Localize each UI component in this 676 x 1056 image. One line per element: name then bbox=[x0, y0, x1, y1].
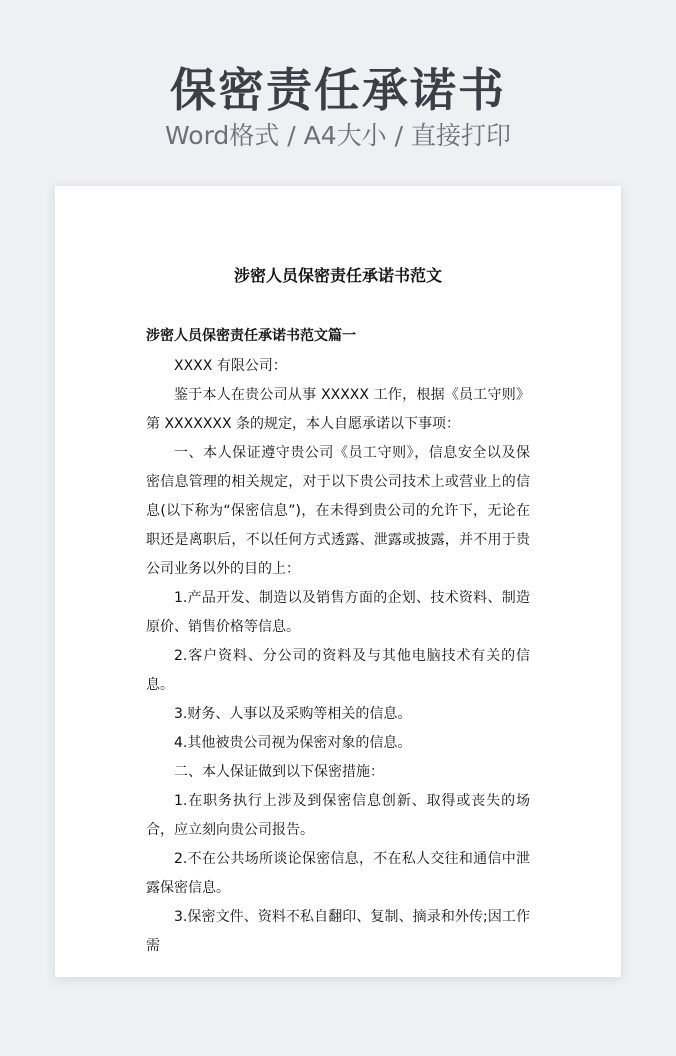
paragraph-measure-1: 1.在职务执行上涉及到保密信息创新、取得或丧失的场合，应立刻向贵公司报告。 bbox=[146, 793, 530, 838]
paragraph-item-1: 1.产品开发、制造以及销售方面的企划、技术资料、制造原价、销售价格等信息。 bbox=[146, 590, 530, 635]
paragraph-clause-one: 一、本人保证遵守贵公司《员工守则》，信息安全以及保密信息管理的相关规定，对于以下贵公司技术上或营业上的信息(以下称为“保密信息”)，在未得到贵公司的允许下，无论在职还是离职后，不以任何方式透露、泄露或披露，并不用于贵公司业务以外的目的上： bbox=[146, 445, 530, 577]
document-body bbox=[146, 322, 530, 961]
banner-title: 保密责任承诺书 bbox=[170, 63, 506, 117]
document-title: 涉密人员保密责任承诺书范文 bbox=[233, 266, 442, 285]
paragraph-measure-3: 3.保密文件、资料不私自翻印、复制、摘录和外传;因工作需 bbox=[146, 909, 530, 954]
paragraph-addressee: XXXX 有限公司： bbox=[174, 358, 287, 374]
paragraph-item-3: 3.财务、人事以及采购等相关的信息。 bbox=[174, 706, 412, 722]
banner-subtitle: Word格式 / A4大小 / 直接打印 bbox=[165, 121, 511, 150]
paragraph-intro: 鉴于本人在贵公司从事 XXXXX 工作，根据《员工守则》第 XXXXXXX 条的规定，本人自愿承诺以下事项： bbox=[146, 387, 530, 432]
document-page bbox=[55, 186, 621, 977]
section-title: 涉密人员保密责任承诺书范文篇一 bbox=[146, 328, 356, 344]
paragraph-clause-two: 二、本人保证做到以下保密措施： bbox=[174, 764, 384, 780]
paragraph-item-4: 4.其他被贵公司视为保密对象的信息。 bbox=[174, 735, 412, 751]
paragraph-measure-2: 2.不在公共场所谈论保密信息，不在私人交往和通信中泄露保密信息。 bbox=[146, 851, 530, 896]
paragraph-item-2: 2.客户资料、分公司的资料及与其他电脑技术有关的信息。 bbox=[146, 648, 530, 693]
